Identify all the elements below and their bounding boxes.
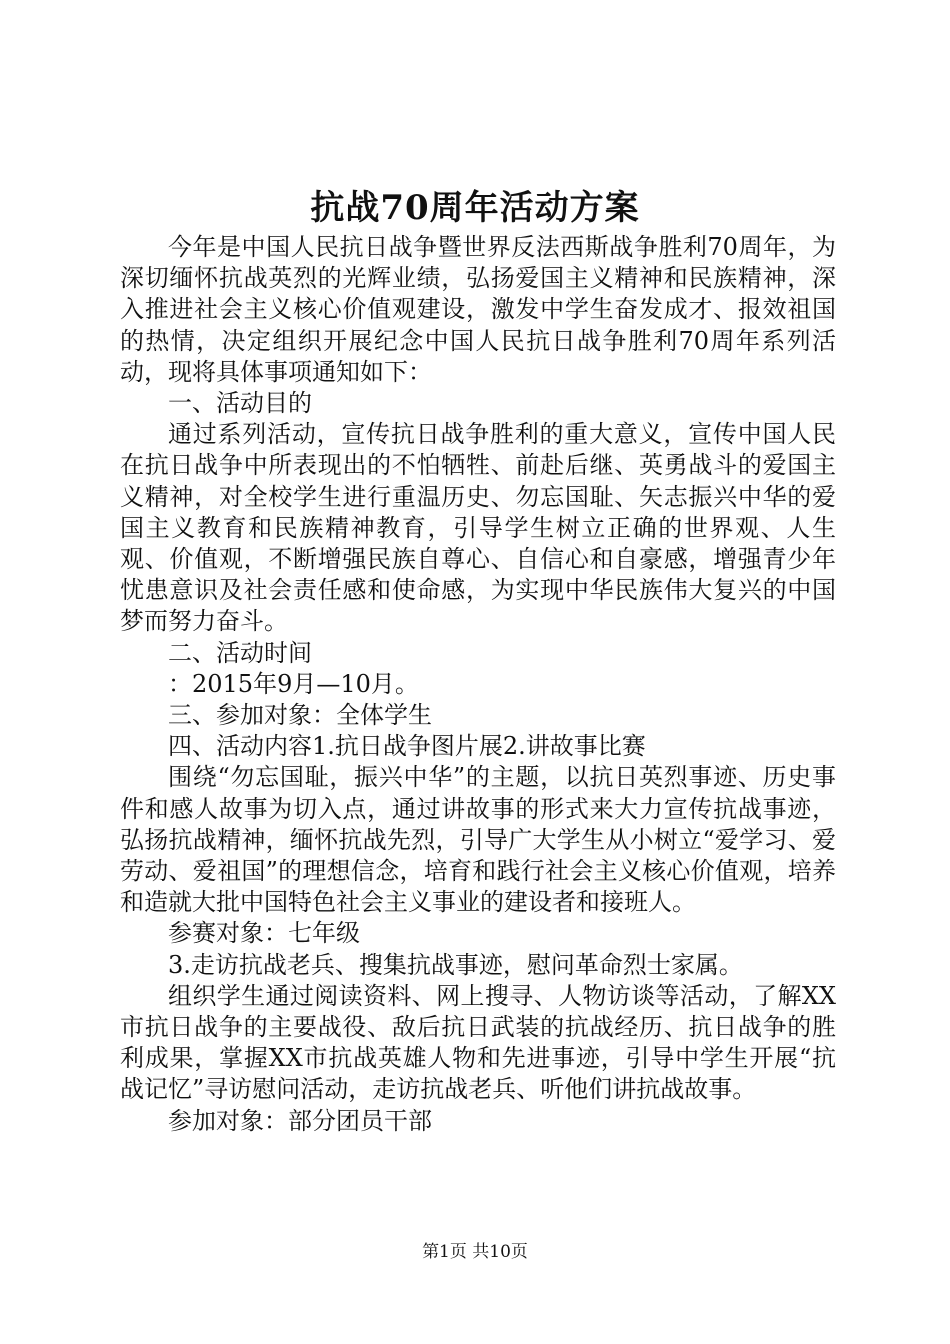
paragraph-contest-participants: 参赛对象：七年级 [168,919,360,948]
page-number-footer: 第1页 共10页 [422,1242,528,1262]
paragraph-visits: 组织学生通过阅读资料、网上搜寻、人物访谈等活动，了解XX市抗日战争的主要战役、敌后抗日武装的抗战经历、抗日战争的胜利成果，掌握XX市抗战英雄人物和先进事迹，引导中学生开展“抗战记忆”寻访慰问活动，走访抗战老兵、听他们讲抗战故事。 [120,981,836,1104]
heading-activity-purpose: 一、活动目的 [168,389,312,418]
heading-participants: 三、参加对象：全体学生 [168,701,432,730]
paragraph-purpose: 通过系列活动，宣传抗日战争胜利的重大意义，宣传中国人民在抗日战争中所表现出的不怕牺牲、前赴后继、英勇战斗的爱国主义精神，对全校学生进行重温历史、勿忘国耻、矢志振兴中华的爱国主义教育和民族精神教育，引导学生树立正确的世界观、人生观、价值观，不断增强民族自尊心、自信心和自豪感，增强青少年忧患意识及社会责任感和使命感，为实现中华民族伟大复兴的中国梦而努力奋斗。 [120,420,836,636]
paragraph-time: ：2015年9月—10月。 [168,669,419,698]
paragraph-visit-participants: 参加对象：部分团员干部 [168,1106,432,1135]
document-body [120,232,836,1137]
paragraph-intro: 今年是中国人民抗日战争暨世界反法西斯战争胜利70周年，为深切缅怀抗战英烈的光辉业绩，弘扬爱国主义精神和民族精神，深入推进社会主义核心价值观建设，激发中学生奋发成才、报效祖国的热情，决定组织开展纪念中国人民抗日战争胜利70周年系列活动，现将具体事项通知如下： [120,233,836,386]
document-title: 抗战70周年活动方案 [310,188,640,228]
heading-activity-content: 四、活动内容1.抗日战争图片展2.讲故事比赛 [168,732,646,761]
paragraph-storytelling: 围绕“勿忘国耻，振兴中华”的主题，以抗日英烈事迹、历史事件和感人故事为切入点，通过讲故事的形式来大力宣传抗战事迹，弘扬抗战精神，缅怀抗战先烈，引导广大学生从小树立“爱学习、爱劳动、爱祖国”的理想信念，培育和践行社会主义核心价值观，培养和造就大批中国特色社会主义事业的建设者和接班人。 [120,763,836,917]
paragraph-item-3: 3.走访抗战老兵、搜集抗战事迹，慰问革命烈士家属。 [168,950,743,979]
heading-activity-time: 二、活动时间 [168,638,312,667]
